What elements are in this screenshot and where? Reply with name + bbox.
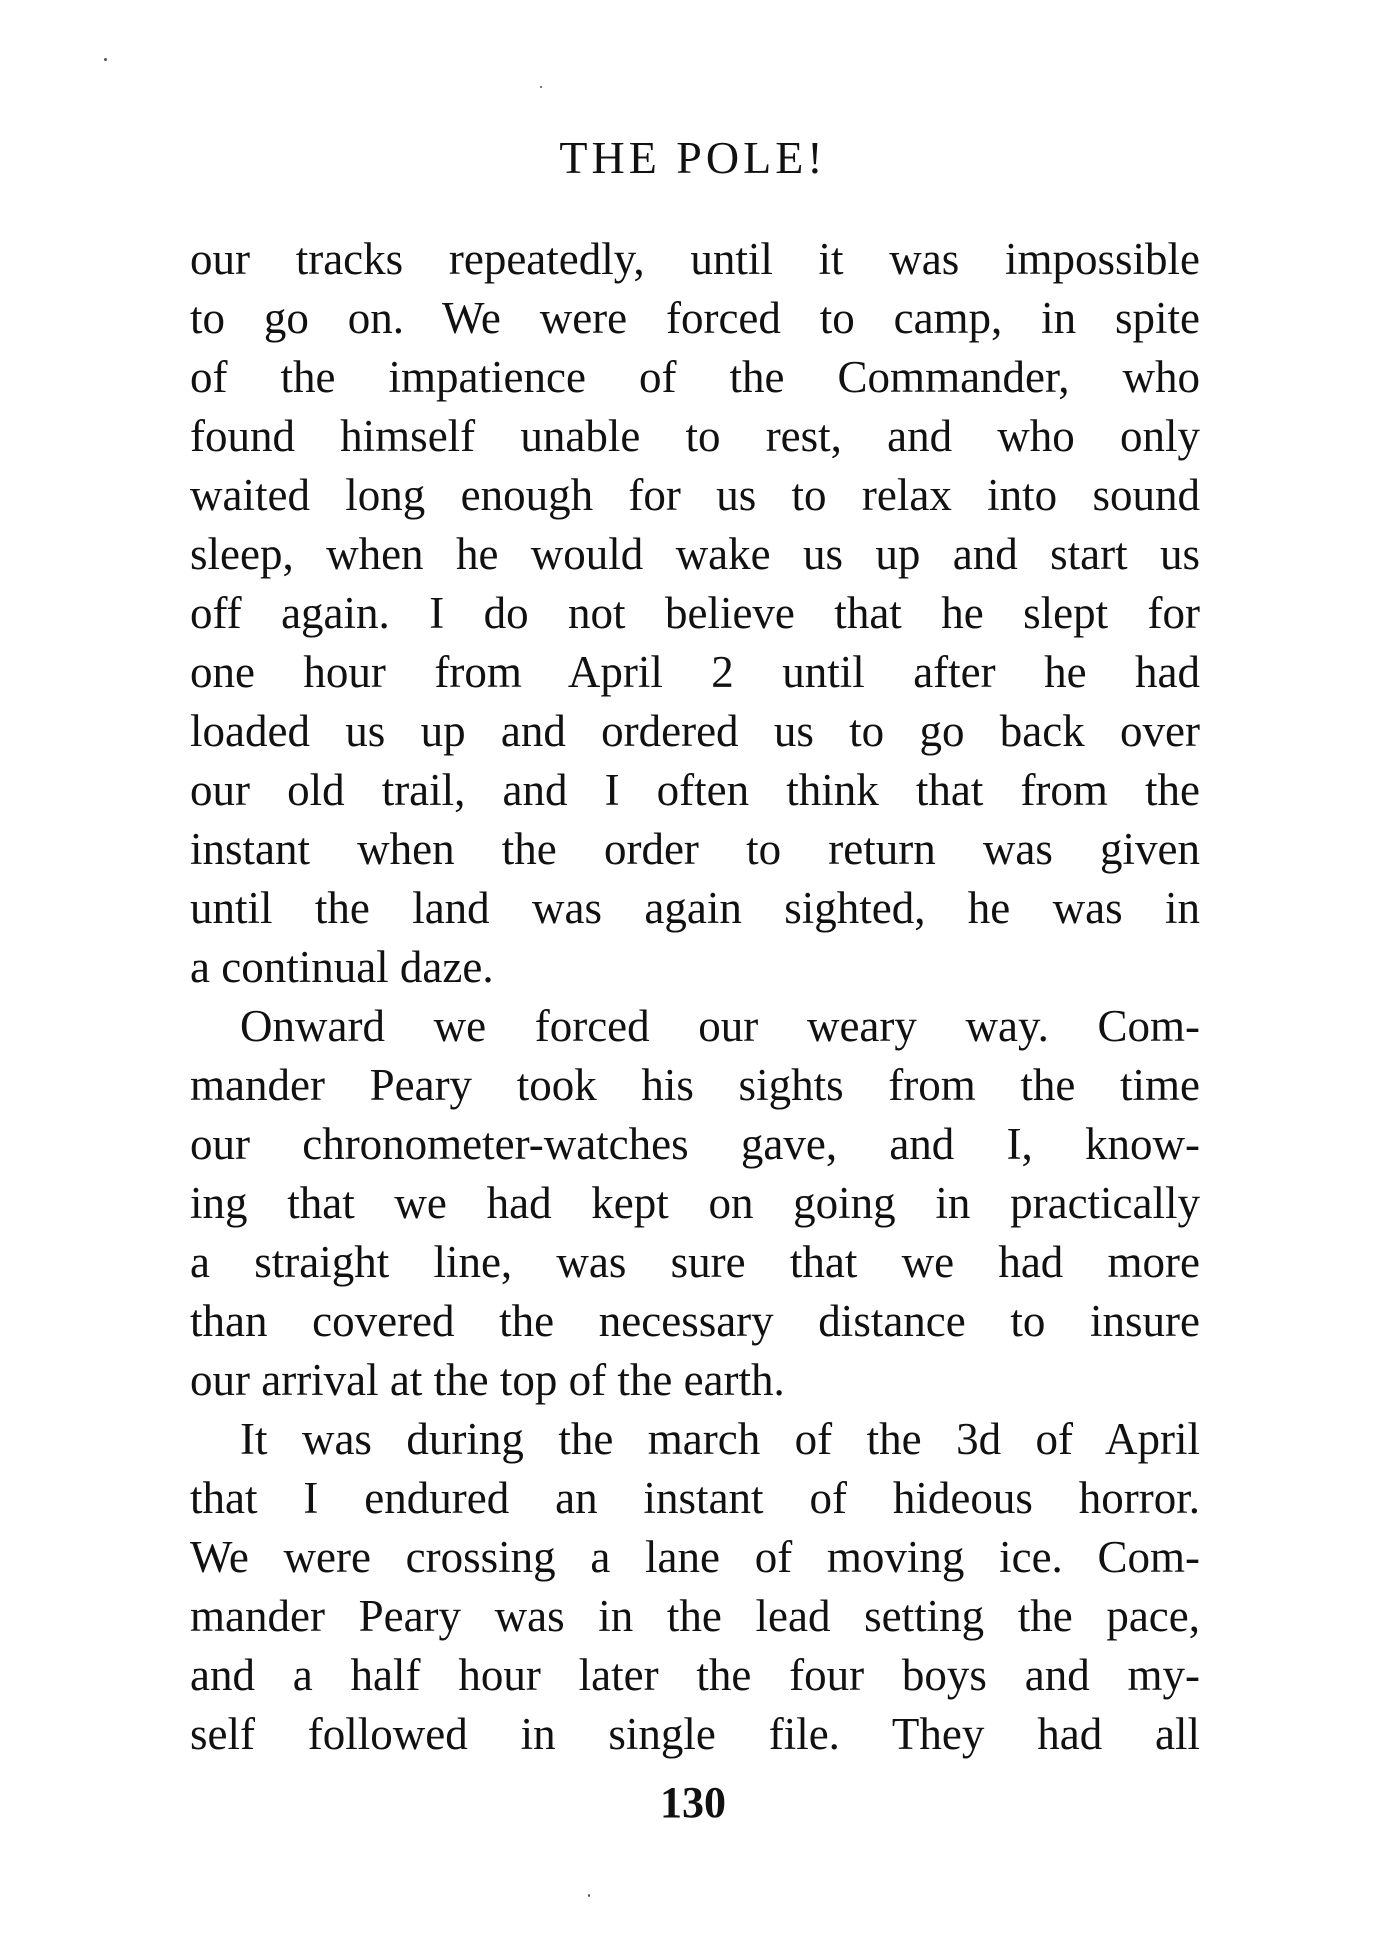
text-line: than covered the necessary distance to insure (190, 1296, 1200, 1346)
text-line: a straight line, was sure that we had more (190, 1237, 1200, 1287)
text-line: of the impatience of the Commander, who (190, 352, 1200, 402)
text-line: our arrival at the top of the earth. (190, 1355, 785, 1405)
text-line: self followed in single file. They had all (190, 1709, 1200, 1759)
body-text (190, 230, 1200, 1764)
text-line: that I endured an instant of hideous horror. (190, 1473, 1200, 1523)
print-speck (540, 86, 542, 88)
text-line: our tracks repeatedly, until it was impossible (190, 234, 1200, 284)
text-line: instant when the order to return was given (190, 824, 1200, 874)
text-line: one hour from April 2 until after he had (190, 647, 1200, 697)
paragraph (190, 997, 1200, 1410)
text-line: found himself unable to rest, and who only (190, 411, 1200, 461)
text-line: mander Peary was in the lead setting the pace, (190, 1591, 1200, 1641)
text-line: sleep, when he would wake us up and start us (190, 529, 1200, 579)
text-line: mander Peary took his sights from the time (190, 1060, 1200, 1110)
print-speck (104, 58, 107, 61)
text-line: ing that we had kept on going in practically (190, 1178, 1200, 1228)
print-speck (588, 1894, 590, 1897)
running-head: THE POLE! (559, 132, 827, 183)
text-line: our old trail, and I often think that from the (190, 765, 1200, 815)
paragraph (190, 1410, 1200, 1764)
page-number: 130 (660, 1778, 726, 1827)
text-line: We were crossing a lane of moving ice. Com- (190, 1532, 1200, 1582)
text-line: Onward we forced our weary way. Com- (240, 1001, 1200, 1051)
text-line: waited long enough for us to relax into sound (190, 470, 1200, 520)
paragraph (190, 230, 1200, 997)
text-line: It was during the march of the 3d of April (240, 1414, 1200, 1464)
text-line: our chronometer-watches gave, and I, know- (190, 1119, 1200, 1169)
text-line: off again. I do not believe that he slept for (190, 588, 1200, 638)
text-line: until the land was again sighted, he was in (190, 883, 1200, 933)
text-line: to go on. We were forced to camp, in spite (190, 293, 1200, 343)
text-line: loaded us up and ordered us to go back over (190, 706, 1200, 756)
text-line: and a half hour later the four boys and my- (190, 1650, 1200, 1700)
text-line: a continual daze. (190, 942, 494, 992)
